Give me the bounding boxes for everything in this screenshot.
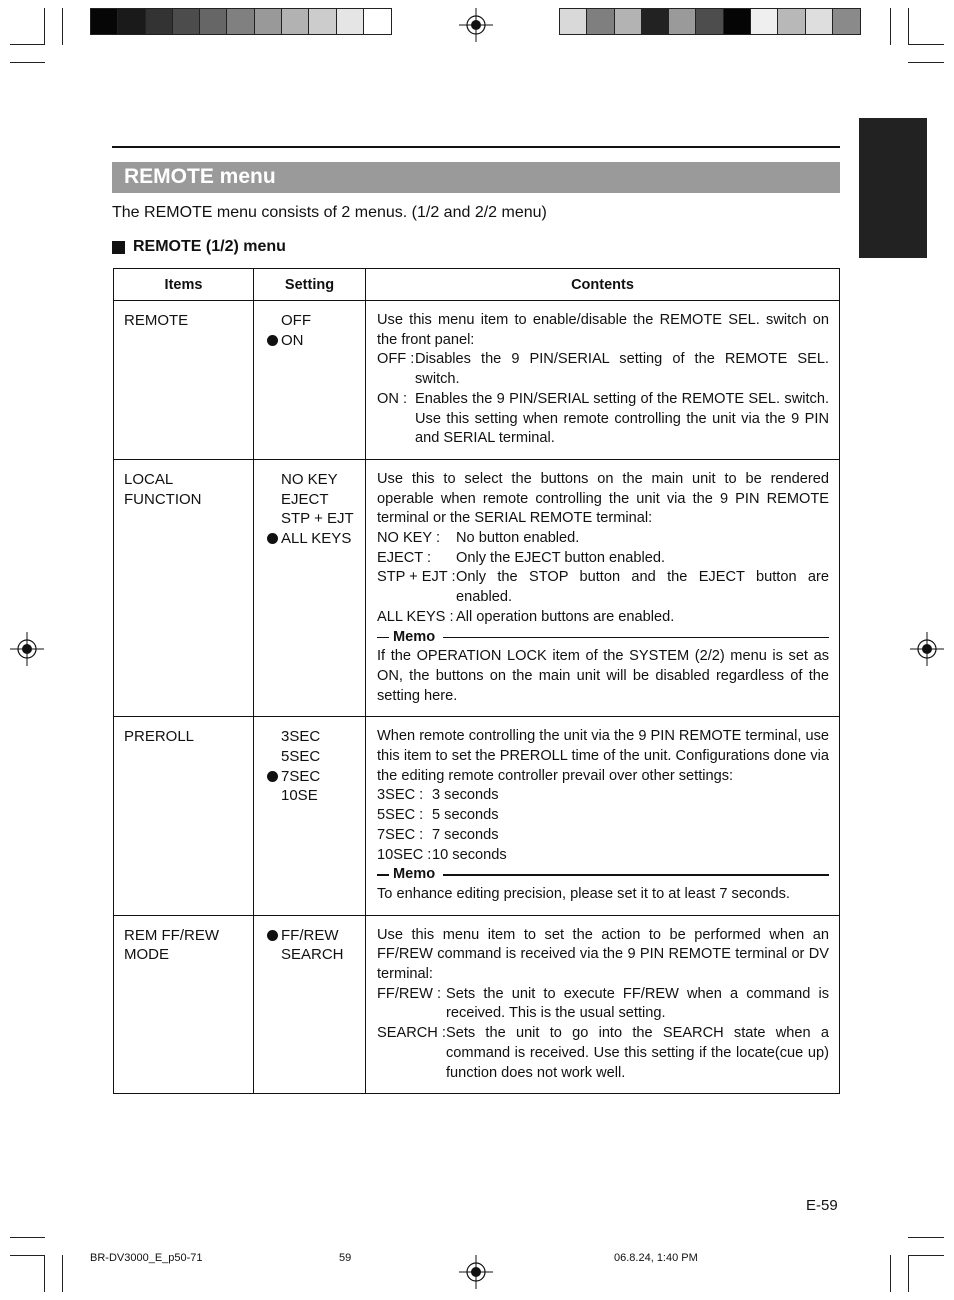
- setting-label: 7SEC: [281, 767, 321, 785]
- table-header-row: [114, 269, 839, 300]
- color-swatch: [724, 9, 751, 34]
- crop-mark: [62, 8, 63, 45]
- definition-term: [377, 1024, 446, 1083]
- item-name: FUNCTION: [124, 490, 202, 508]
- definition-separator: :: [445, 608, 454, 625]
- color-swatch: [227, 9, 254, 34]
- definition-desc: 3 seconds: [432, 787, 499, 804]
- contents-intro: Use this menu item to set the action to be performed when an FF/REW command is received via the 9 PIN REMOTE terminal or DV terminal:: [377, 926, 829, 983]
- setting-option: [254, 926, 365, 946]
- setting-label: ALL KEYS: [281, 529, 352, 547]
- memo-heading: [377, 628, 829, 648]
- setting-option: [254, 727, 365, 747]
- definition-line: [377, 806, 829, 826]
- default-dot-icon: [267, 533, 278, 544]
- crop-mark: [890, 1255, 891, 1292]
- definition-separator: :: [422, 549, 432, 566]
- item-cell: [114, 460, 253, 716]
- contents-intro: When remote controlling the unit via the 9 PIN REMOTE terminal, use this item to set the PREROLL time of the unit. Configurations done via the editing remote controller prevail over other settings:: [377, 728, 829, 784]
- definition-desc: Disables the 9 PIN/SERIAL setting of the REMOTE SEL. switch.: [415, 351, 829, 388]
- memo-rule: [443, 637, 829, 639]
- color-swatch: [751, 9, 778, 34]
- definition-line: [377, 985, 829, 1024]
- setting-option: [254, 470, 365, 490]
- memo-text: To enhance editing precision, please set it to at least 7 seconds.: [377, 885, 790, 902]
- setting-label: FF/REW: [281, 926, 339, 944]
- setting-option: [254, 945, 365, 965]
- crop-mark: [10, 44, 45, 45]
- definition-line: [377, 1024, 829, 1083]
- setting-option: [254, 786, 365, 806]
- default-dot-icon: [267, 771, 278, 782]
- default-marker-slot: [254, 335, 281, 346]
- definition-separator: :: [415, 787, 424, 804]
- header-contents: Contents: [365, 269, 839, 300]
- color-swatch: [669, 9, 696, 34]
- definition-separator: :: [437, 1025, 446, 1042]
- registration-mark-icon: [910, 632, 944, 666]
- color-swatch: [806, 9, 833, 34]
- definition-line: [377, 350, 829, 389]
- definition-term-text: SEARCH: [377, 1025, 438, 1042]
- crop-mark: [44, 1255, 45, 1292]
- footer-file: BR-DV3000_E_p50-71: [90, 1252, 203, 1264]
- section-title-bar: [112, 162, 840, 193]
- square-bullet-icon: [112, 241, 125, 254]
- setting-cell: [253, 717, 365, 914]
- color-swatch: [255, 9, 282, 34]
- color-swatch: [560, 9, 587, 34]
- definition-term-text: 10SEC: [377, 846, 424, 863]
- registration-mark-icon: [459, 8, 493, 42]
- definition-separator: :: [447, 569, 456, 586]
- setting-option: [254, 490, 365, 510]
- color-swatch: [587, 9, 614, 34]
- memo-label: Memo: [393, 866, 436, 883]
- color-swatch: [642, 9, 669, 34]
- crop-mark: [908, 8, 909, 45]
- contents-cell: [365, 460, 839, 716]
- header-setting: Setting: [253, 269, 365, 300]
- setting-label: NO KEY: [281, 470, 338, 488]
- crop-mark: [908, 44, 944, 45]
- memo-dash: [377, 874, 389, 876]
- definition-desc: Enables the 9 PIN/SERIAL setting of the REMOTE SEL. switch. Use this setting when remote controlling the unit via the 9 PIN and SERIAL terminal.: [415, 390, 829, 447]
- item-name: LOCAL: [124, 470, 174, 488]
- setting-label: 3SEC: [281, 728, 321, 746]
- setting-label: EJECT: [281, 490, 329, 508]
- color-swatch: [696, 9, 723, 34]
- definition-term-text: EJECT: [377, 549, 423, 566]
- definition-term: [377, 806, 432, 826]
- color-bar-left: [90, 8, 392, 35]
- setting-cell: [253, 301, 365, 459]
- color-swatch: [146, 9, 173, 34]
- setting-label: ON: [281, 331, 304, 349]
- table-row: [114, 459, 839, 716]
- color-swatch: [200, 9, 227, 34]
- definition-term: [377, 390, 415, 449]
- definition-desc: Sets the unit to execute FF/REW when a command is received. This is the usual setting.: [446, 985, 829, 1022]
- definition-term: [377, 529, 456, 549]
- crop-mark: [44, 8, 45, 45]
- color-swatch: [364, 9, 391, 34]
- contents-intro: Use this to select the buttons on the main unit to be rendered operable when remote controlling the unit via the 9 PIN REMOTE terminal or the SERIAL REMOTE terminal:: [377, 470, 829, 527]
- definition-term: [377, 826, 432, 846]
- crop-mark: [10, 62, 45, 63]
- setting-label: OFF: [281, 312, 311, 329]
- definition-desc: 5 seconds: [432, 807, 499, 824]
- contents-intro: Use this menu item to enable/disable the REMOTE SEL. switch on the front panel:: [377, 312, 829, 348]
- definition-separator: :: [423, 846, 432, 863]
- definition-desc: All operation buttons are enabled.: [456, 608, 675, 625]
- table-row: [114, 716, 839, 914]
- definition-line: [377, 608, 829, 628]
- default-dot-icon: [267, 930, 278, 941]
- setting-option: [254, 767, 365, 787]
- setting-option: [254, 747, 365, 767]
- item-name: PREROLL: [124, 728, 195, 746]
- definition-term-text: 3SEC: [377, 787, 416, 804]
- intro-text: The REMOTE menu consists of 2 menus. (1/2 and 2/2 menu): [112, 204, 547, 221]
- definition-term: [377, 350, 415, 389]
- definition-line: [377, 786, 829, 806]
- definition-term-text: 5SEC: [377, 807, 416, 824]
- definition-separator: :: [432, 985, 442, 1002]
- definition-term-text: STP + EJT: [377, 569, 448, 586]
- chapter-tab: [859, 118, 927, 258]
- definition-term-text: ON: [377, 390, 399, 407]
- color-bar-right: [559, 8, 861, 35]
- definition-term-text: FF/REW: [377, 985, 433, 1002]
- definition-separator: :: [431, 530, 440, 547]
- registration-mark-icon: [10, 632, 44, 666]
- setting-label: STP + EJT: [281, 510, 354, 528]
- page-number: E-59: [806, 1197, 838, 1214]
- item-name: REM FF/REW: [124, 926, 219, 944]
- memo-rule: [443, 874, 829, 876]
- default-marker-slot: [254, 771, 281, 782]
- subheading-text: REMOTE (1/2) menu: [133, 238, 286, 255]
- definition-term: [377, 568, 456, 607]
- definition-term: [377, 786, 432, 806]
- setting-cell: [253, 460, 365, 716]
- definition-term-text: 7SEC: [377, 826, 416, 843]
- definition-separator: :: [406, 351, 415, 368]
- definition-line: [377, 826, 829, 846]
- definition-term-text: NO KEY: [377, 530, 432, 547]
- definition-desc: Sets the unit to go into the SEARCH state when a command is received. Use this setting if the locate(cue up) function does not work well.: [446, 1025, 829, 1081]
- header-items: Items: [164, 276, 203, 293]
- crop-mark: [908, 1237, 944, 1238]
- subheading: [112, 238, 286, 256]
- setting-label: 5SEC: [281, 748, 321, 766]
- item-cell: [114, 717, 253, 914]
- color-swatch: [173, 9, 200, 34]
- color-swatch: [118, 9, 145, 34]
- color-swatch: [833, 9, 860, 34]
- crop-mark: [10, 1255, 45, 1256]
- table-row: [114, 300, 839, 459]
- default-marker-slot: [254, 930, 281, 941]
- memo-heading: [377, 865, 829, 885]
- setting-label: SEARCH: [281, 946, 344, 964]
- setting-option: [254, 529, 365, 549]
- top-rule: [112, 146, 840, 148]
- contents-cell: [365, 916, 839, 1094]
- setting-option: [254, 509, 365, 529]
- memo-text: If the OPERATION LOCK item of the SYSTEM (2/2) menu is set as ON, the buttons on the main unit will be disabled regardless of the setting here.: [377, 648, 829, 704]
- definition-term: [377, 985, 446, 1024]
- definition-separator: :: [415, 807, 424, 824]
- color-swatch: [309, 9, 336, 34]
- setting-label: 10SE: [281, 787, 318, 805]
- item-name: REMOTE: [124, 312, 189, 329]
- definition-term: [377, 846, 432, 866]
- definition-term-text: OFF: [377, 351, 407, 368]
- footer-sheet: 59: [339, 1252, 352, 1264]
- definition-desc: 10 seconds: [432, 846, 507, 863]
- default-dot-icon: [267, 335, 278, 346]
- item-cell: [114, 301, 253, 459]
- setting-option: [254, 331, 365, 351]
- crop-mark: [10, 1237, 45, 1238]
- default-marker-slot: [254, 533, 281, 544]
- definition-desc: 7 seconds: [432, 826, 499, 843]
- item-cell: [114, 916, 253, 1094]
- definition-desc: Only the STOP button and the EJECT button are enabled.: [456, 569, 829, 606]
- definition-desc: No button enabled.: [456, 530, 580, 547]
- footer-timestamp: 06.8.24, 1:40 PM: [614, 1252, 698, 1264]
- definition-term: [377, 608, 456, 628]
- crop-mark: [890, 8, 891, 45]
- definition-term-text: ALL KEYS: [377, 608, 446, 625]
- color-swatch: [778, 9, 805, 34]
- definition-line: [377, 568, 829, 607]
- color-swatch: [615, 9, 642, 34]
- contents-cell: [365, 717, 839, 914]
- definition-desc: Only the EJECT button enabled.: [456, 549, 666, 566]
- definition-separator: :: [415, 826, 424, 843]
- definition-separator: :: [398, 390, 407, 407]
- setting-option: [254, 311, 365, 331]
- section-title: REMOTE menu: [124, 165, 276, 188]
- color-swatch: [91, 9, 118, 34]
- color-swatch: [337, 9, 364, 34]
- crop-mark: [908, 1255, 909, 1292]
- definition-line: [377, 846, 829, 866]
- definition-line: [377, 390, 829, 449]
- setting-cell: [253, 916, 365, 1094]
- crop-mark: [908, 1255, 944, 1256]
- memo-label: Memo: [393, 628, 436, 645]
- table-row: [114, 915, 839, 1094]
- registration-mark-icon: [459, 1255, 493, 1289]
- color-swatch: [282, 9, 309, 34]
- item-name: MODE: [124, 946, 169, 964]
- remote-menu-table: [113, 268, 840, 1094]
- definition-line: [377, 549, 829, 569]
- memo-dash: [377, 637, 389, 639]
- definition-term: [377, 549, 456, 569]
- definition-line: [377, 529, 829, 549]
- crop-mark: [908, 62, 944, 63]
- contents-cell: [365, 301, 839, 459]
- crop-mark: [62, 1255, 63, 1292]
